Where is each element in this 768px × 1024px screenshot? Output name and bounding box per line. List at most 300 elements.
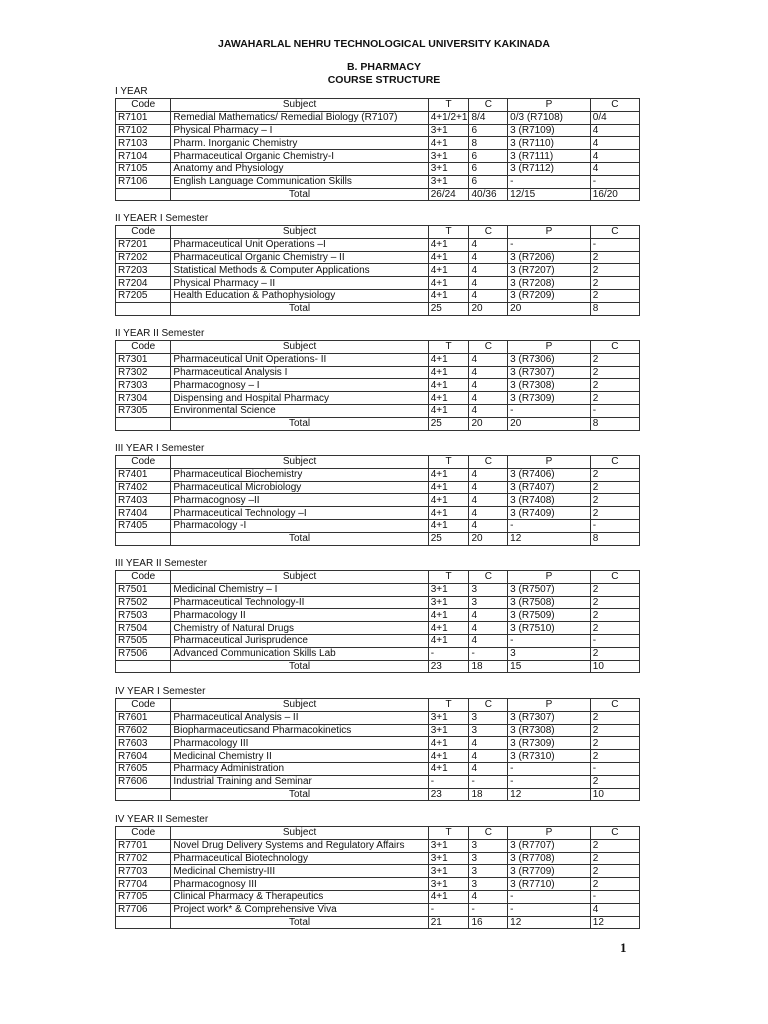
table-cell: - xyxy=(469,647,508,660)
table-cell: R7301 xyxy=(116,353,171,366)
total-cell: 40/36 xyxy=(469,188,508,201)
table-cell: Pharmaceutical Organic Chemistry-I xyxy=(171,150,428,163)
table-cell: R7604 xyxy=(116,750,171,763)
table-cell: R7303 xyxy=(116,379,171,392)
table-cell: 3 (R7206) xyxy=(508,251,591,264)
total-cell: 10 xyxy=(590,660,639,673)
table-cell: 2 xyxy=(590,839,639,852)
column-header: P xyxy=(508,341,591,354)
column-header: Subject xyxy=(171,699,428,712)
table-cell: 6 xyxy=(469,162,508,175)
table-cell: Health Education & Pathophysiology xyxy=(171,289,428,302)
column-header: P xyxy=(508,226,591,239)
table-cell: 4 xyxy=(469,251,508,264)
column-header: C xyxy=(469,456,508,469)
total-cell: 12 xyxy=(508,532,591,545)
section-title: I YEAR xyxy=(115,86,148,97)
table-cell: - xyxy=(469,775,508,788)
table-cell: Pharmacognosy III xyxy=(171,878,428,891)
table-cell: 3 (R7707) xyxy=(508,839,591,852)
table-cell: 3+1 xyxy=(428,711,469,724)
table-cell: 3 xyxy=(469,878,508,891)
table-cell: 2 xyxy=(590,494,639,507)
course-structure-heading: COURSE STRUCTURE xyxy=(327,74,441,86)
table-row xyxy=(116,162,640,175)
column-header: Subject xyxy=(171,341,428,354)
table-cell: R7404 xyxy=(116,507,171,520)
table-cell: 4+1 xyxy=(428,366,469,379)
course-section xyxy=(115,686,640,801)
total-cell xyxy=(116,660,171,673)
table-cell: R7704 xyxy=(116,878,171,891)
table-cell: - xyxy=(508,775,591,788)
table-cell: 4+1 xyxy=(428,609,469,622)
table-cell: 4+1 xyxy=(428,481,469,494)
total-cell xyxy=(116,188,171,201)
course-table xyxy=(115,570,640,673)
table-cell: 3 (R7309) xyxy=(508,392,591,405)
table-cell: 4+1 xyxy=(428,468,469,481)
table-cell: 4 xyxy=(469,609,508,622)
table-cell: 4+1 xyxy=(428,890,469,903)
table-cell: 2 xyxy=(590,596,639,609)
table-cell: 3 (R7509) xyxy=(508,609,591,622)
table-cell: 2 xyxy=(590,852,639,865)
table-cell: - xyxy=(590,519,639,532)
table-row xyxy=(116,762,640,775)
total-cell xyxy=(116,302,171,315)
total-cell: 12 xyxy=(590,916,639,929)
table-cell: R7106 xyxy=(116,175,171,188)
table-cell: 3 (R7207) xyxy=(508,264,591,277)
table-row xyxy=(116,507,640,520)
table-cell: Dispensing and Hospital Pharmacy xyxy=(171,392,428,405)
table-cell: 3+1 xyxy=(428,124,469,137)
table-cell: - xyxy=(508,519,591,532)
table-cell: 4+1 xyxy=(428,519,469,532)
course-section xyxy=(115,86,640,201)
table-cell: 4 xyxy=(469,890,508,903)
table-cell: 3 (R7709) xyxy=(508,865,591,878)
table-cell: 3 xyxy=(469,724,508,737)
table-row xyxy=(116,111,640,124)
table-cell: Pharmacognosy –II xyxy=(171,494,428,507)
table-cell: Project work* & Comprehensive Viva xyxy=(171,903,428,916)
table-cell: 4 xyxy=(469,622,508,635)
table-cell: - xyxy=(590,175,639,188)
column-header: C xyxy=(590,699,639,712)
table-header-row xyxy=(116,99,640,112)
total-cell: Total xyxy=(171,788,428,801)
table-cell: 3 xyxy=(469,852,508,865)
table-cell: Remedial Mathematics/ Remedial Biology (R7107) xyxy=(171,111,428,124)
total-cell: 18 xyxy=(469,660,508,673)
table-cell: 3+1 xyxy=(428,839,469,852)
table-cell: R7501 xyxy=(116,583,171,596)
table-cell: 4 xyxy=(469,762,508,775)
total-row xyxy=(116,532,640,545)
table-cell: R7504 xyxy=(116,622,171,635)
table-cell: 4+1 xyxy=(428,353,469,366)
table-cell: 4 xyxy=(469,277,508,290)
column-header: Code xyxy=(116,571,171,584)
table-cell: Physical Pharmacy – I xyxy=(171,124,428,137)
total-cell xyxy=(116,532,171,545)
table-cell: 8/4 xyxy=(469,111,508,124)
table-cell: R7102 xyxy=(116,124,171,137)
table-cell: R7304 xyxy=(116,392,171,405)
table-cell: - xyxy=(508,762,591,775)
table-cell: 3 (R7209) xyxy=(508,289,591,302)
table-cell: 2 xyxy=(590,878,639,891)
course-table xyxy=(115,826,640,929)
total-cell: 23 xyxy=(428,788,469,801)
table-cell: Chemistry of Natural Drugs xyxy=(171,622,428,635)
table-cell: 2 xyxy=(590,724,639,737)
column-header: Subject xyxy=(171,226,428,239)
table-cell: Pharmaceutical Jurisprudence xyxy=(171,634,428,647)
table-cell: Medicinal Chemistry-III xyxy=(171,865,428,878)
column-header: Subject xyxy=(171,456,428,469)
section-title: IV YEAR I Semester xyxy=(115,686,206,697)
table-cell: Pharmacology -I xyxy=(171,519,428,532)
table-cell: 3 xyxy=(469,865,508,878)
table-header-row xyxy=(116,699,640,712)
column-header: C xyxy=(469,827,508,840)
table-cell: Pharmacy Administration xyxy=(171,762,428,775)
column-header: Code xyxy=(116,226,171,239)
table-cell: 4+1 xyxy=(428,750,469,763)
table-cell: R7706 xyxy=(116,903,171,916)
table-cell: R7702 xyxy=(116,852,171,865)
table-cell: R7405 xyxy=(116,519,171,532)
table-cell: 2 xyxy=(590,468,639,481)
course-table xyxy=(115,340,640,431)
table-row xyxy=(116,737,640,750)
table-row xyxy=(116,277,640,290)
table-cell: R7603 xyxy=(116,737,171,750)
table-cell: 4 xyxy=(469,353,508,366)
table-row xyxy=(116,724,640,737)
table-cell: 3 (R7111) xyxy=(508,150,591,163)
total-cell: 20 xyxy=(469,302,508,315)
table-cell: 0/4 xyxy=(590,111,639,124)
course-section xyxy=(115,814,640,929)
table-cell: - xyxy=(508,238,591,251)
table-cell: 4 xyxy=(469,289,508,302)
total-row xyxy=(116,788,640,801)
course-section xyxy=(115,213,640,316)
total-cell: 12 xyxy=(508,788,591,801)
table-row xyxy=(116,124,640,137)
column-header: C xyxy=(469,341,508,354)
table-cell: 4+1 xyxy=(428,404,469,417)
table-cell: 3 (R7208) xyxy=(508,277,591,290)
table-row xyxy=(116,622,640,635)
table-cell: 4+1 xyxy=(428,392,469,405)
table-row xyxy=(116,609,640,622)
table-cell: 3+1 xyxy=(428,865,469,878)
table-cell: 8 xyxy=(469,137,508,150)
table-cell: R7302 xyxy=(116,366,171,379)
total-cell: 20 xyxy=(508,302,591,315)
table-cell: 2 xyxy=(590,481,639,494)
table-cell: - xyxy=(508,903,591,916)
table-cell: Pharmaceutical Analysis I xyxy=(171,366,428,379)
table-cell: 2 xyxy=(590,647,639,660)
column-header: C xyxy=(469,571,508,584)
table-cell: Pharmaceutical Biotechnology xyxy=(171,852,428,865)
column-header: Code xyxy=(116,827,171,840)
table-cell: - xyxy=(590,634,639,647)
table-cell: 4 xyxy=(469,264,508,277)
table-cell: 2 xyxy=(590,622,639,635)
table-cell: R7201 xyxy=(116,238,171,251)
column-header: T xyxy=(428,226,469,239)
table-cell: 2 xyxy=(590,379,639,392)
table-cell: 3 xyxy=(469,839,508,852)
table-cell: R7401 xyxy=(116,468,171,481)
column-header: C xyxy=(469,699,508,712)
table-cell: 4+1 xyxy=(428,289,469,302)
table-cell: 3 (R7409) xyxy=(508,507,591,520)
column-header: Code xyxy=(116,341,171,354)
table-cell: 3 xyxy=(469,711,508,724)
table-cell: 3+1 xyxy=(428,162,469,175)
table-row xyxy=(116,711,640,724)
table-row xyxy=(116,481,640,494)
table-cell: R7601 xyxy=(116,711,171,724)
table-row xyxy=(116,289,640,302)
course-table xyxy=(115,98,640,201)
table-cell: 3 xyxy=(469,583,508,596)
table-cell: R7202 xyxy=(116,251,171,264)
table-cell: 4 xyxy=(469,507,508,520)
column-header: C xyxy=(590,226,639,239)
table-cell: 3 (R7310) xyxy=(508,750,591,763)
course-section xyxy=(115,328,640,431)
table-cell: R7605 xyxy=(116,762,171,775)
table-cell: R7203 xyxy=(116,264,171,277)
table-cell: 2 xyxy=(590,775,639,788)
table-cell: 2 xyxy=(590,289,639,302)
table-cell: 3 (R7507) xyxy=(508,583,591,596)
table-cell: 3 (R7308) xyxy=(508,724,591,737)
column-header: Subject xyxy=(171,827,428,840)
table-cell: 6 xyxy=(469,175,508,188)
table-cell: Pharmacognosy – I xyxy=(171,379,428,392)
table-cell: 3 (R7408) xyxy=(508,494,591,507)
table-cell: R7503 xyxy=(116,609,171,622)
column-header: C xyxy=(590,341,639,354)
table-cell: 2 xyxy=(590,609,639,622)
table-cell: 0/3 (R7108) xyxy=(508,111,591,124)
table-row xyxy=(116,392,640,405)
table-cell: 4 xyxy=(469,404,508,417)
total-cell xyxy=(116,417,171,430)
table-row xyxy=(116,775,640,788)
table-cell: 2 xyxy=(590,392,639,405)
table-row xyxy=(116,366,640,379)
table-cell: 4 xyxy=(469,481,508,494)
table-cell: - xyxy=(508,634,591,647)
table-cell: 2 xyxy=(590,277,639,290)
column-header: T xyxy=(428,456,469,469)
table-cell: 4+1 xyxy=(428,277,469,290)
table-cell: 2 xyxy=(590,507,639,520)
column-header: C xyxy=(469,226,508,239)
table-cell: 3 (R7306) xyxy=(508,353,591,366)
table-cell: Pharmaceutical Microbiology xyxy=(171,481,428,494)
total-cell: 20 xyxy=(469,417,508,430)
column-header: T xyxy=(428,99,469,112)
table-header-row xyxy=(116,571,640,584)
table-row xyxy=(116,878,640,891)
total-cell: 23 xyxy=(428,660,469,673)
total-cell: 18 xyxy=(469,788,508,801)
table-cell: 3 (R7308) xyxy=(508,379,591,392)
table-cell: 6 xyxy=(469,150,508,163)
table-cell: R7506 xyxy=(116,647,171,660)
total-row xyxy=(116,660,640,673)
total-cell: 8 xyxy=(590,302,639,315)
section-title: III YEAR I Semester xyxy=(115,443,205,454)
degree-title: B. PHARMACY xyxy=(346,61,422,73)
table-row xyxy=(116,137,640,150)
table-cell: R7505 xyxy=(116,634,171,647)
table-cell: 4 xyxy=(469,468,508,481)
table-row xyxy=(116,647,640,660)
table-row xyxy=(116,852,640,865)
column-header: Subject xyxy=(171,99,428,112)
course-table xyxy=(115,225,640,316)
table-cell: 3+1 xyxy=(428,583,469,596)
total-cell: 25 xyxy=(428,302,469,315)
table-cell: Advanced Communication Skills Lab xyxy=(171,647,428,660)
table-cell: Statistical Methods & Computer Applications xyxy=(171,264,428,277)
table-row xyxy=(116,839,640,852)
table-cell: 3+1 xyxy=(428,852,469,865)
course-section xyxy=(115,443,640,546)
table-cell: - xyxy=(469,903,508,916)
table-cell: 4+1 xyxy=(428,507,469,520)
table-cell: Pharmaceutical Unit Operations –I xyxy=(171,238,428,251)
column-header: C xyxy=(590,456,639,469)
table-cell: R7602 xyxy=(116,724,171,737)
table-cell: 3+1 xyxy=(428,724,469,737)
total-cell: 20 xyxy=(508,417,591,430)
table-cell: 4 xyxy=(590,124,639,137)
table-cell: 3 (R7307) xyxy=(508,366,591,379)
table-cell: 4 xyxy=(469,392,508,405)
column-header: C xyxy=(590,571,639,584)
table-cell: 3 (R7708) xyxy=(508,852,591,865)
table-cell: 4+1 xyxy=(428,762,469,775)
table-cell: - xyxy=(590,890,639,903)
table-cell: R7502 xyxy=(116,596,171,609)
table-cell: Medicinal Chemistry II xyxy=(171,750,428,763)
table-cell: 4 xyxy=(469,750,508,763)
course-table xyxy=(115,698,640,801)
table-cell: 4 xyxy=(469,519,508,532)
column-header: P xyxy=(508,827,591,840)
table-row xyxy=(116,494,640,507)
table-cell: 4+1/2+1 xyxy=(428,111,469,124)
table-row xyxy=(116,238,640,251)
table-row xyxy=(116,596,640,609)
table-cell: 4 xyxy=(590,162,639,175)
table-cell: 6 xyxy=(469,124,508,137)
table-row xyxy=(116,379,640,392)
table-cell: R7105 xyxy=(116,162,171,175)
table-cell: R7101 xyxy=(116,111,171,124)
table-cell: 2 xyxy=(590,711,639,724)
table-header-row xyxy=(116,341,640,354)
table-header-row xyxy=(116,456,640,469)
table-row xyxy=(116,150,640,163)
table-cell: Clinical Pharmacy & Therapeutics xyxy=(171,890,428,903)
table-cell: 4+1 xyxy=(428,634,469,647)
table-cell: 4 xyxy=(469,634,508,647)
column-header: P xyxy=(508,99,591,112)
table-cell: English Language Communication Skills xyxy=(171,175,428,188)
table-cell: Pharmacology II xyxy=(171,609,428,622)
table-cell: R7701 xyxy=(116,839,171,852)
table-cell: 3 (R7710) xyxy=(508,878,591,891)
table-cell: 3+1 xyxy=(428,175,469,188)
table-cell: R7305 xyxy=(116,404,171,417)
table-cell: 3 (R7407) xyxy=(508,481,591,494)
total-cell: Total xyxy=(171,417,428,430)
table-cell: 4 xyxy=(469,494,508,507)
table-cell: - xyxy=(508,175,591,188)
column-header: C xyxy=(590,99,639,112)
table-row xyxy=(116,890,640,903)
table-cell: 4 xyxy=(469,238,508,251)
table-row xyxy=(116,519,640,532)
total-cell xyxy=(116,916,171,929)
table-cell: R7104 xyxy=(116,150,171,163)
table-row xyxy=(116,750,640,763)
table-row xyxy=(116,353,640,366)
total-cell xyxy=(116,788,171,801)
table-cell: Pharm. Inorganic Chemistry xyxy=(171,137,428,150)
table-cell: 4+1 xyxy=(428,264,469,277)
table-cell: 2 xyxy=(590,366,639,379)
table-row xyxy=(116,634,640,647)
column-header: Subject xyxy=(171,571,428,584)
column-header: T xyxy=(428,571,469,584)
table-cell: 3+1 xyxy=(428,878,469,891)
table-cell: 2 xyxy=(590,251,639,264)
table-row xyxy=(116,865,640,878)
table-cell: 4 xyxy=(590,137,639,150)
table-row xyxy=(116,468,640,481)
table-cell: Anatomy and Physiology xyxy=(171,162,428,175)
column-header: Code xyxy=(116,699,171,712)
table-cell: R7103 xyxy=(116,137,171,150)
table-cell: Pharmaceutical Technology –I xyxy=(171,507,428,520)
table-cell: Biopharmaceuticsand Pharmacokinetics xyxy=(171,724,428,737)
total-cell: 25 xyxy=(428,417,469,430)
table-cell: 2 xyxy=(590,865,639,878)
table-cell: R7204 xyxy=(116,277,171,290)
total-cell: 25 xyxy=(428,532,469,545)
column-header: Code xyxy=(116,456,171,469)
table-cell: 3 (R7309) xyxy=(508,737,591,750)
table-row xyxy=(116,264,640,277)
table-cell: 3 (R7307) xyxy=(508,711,591,724)
